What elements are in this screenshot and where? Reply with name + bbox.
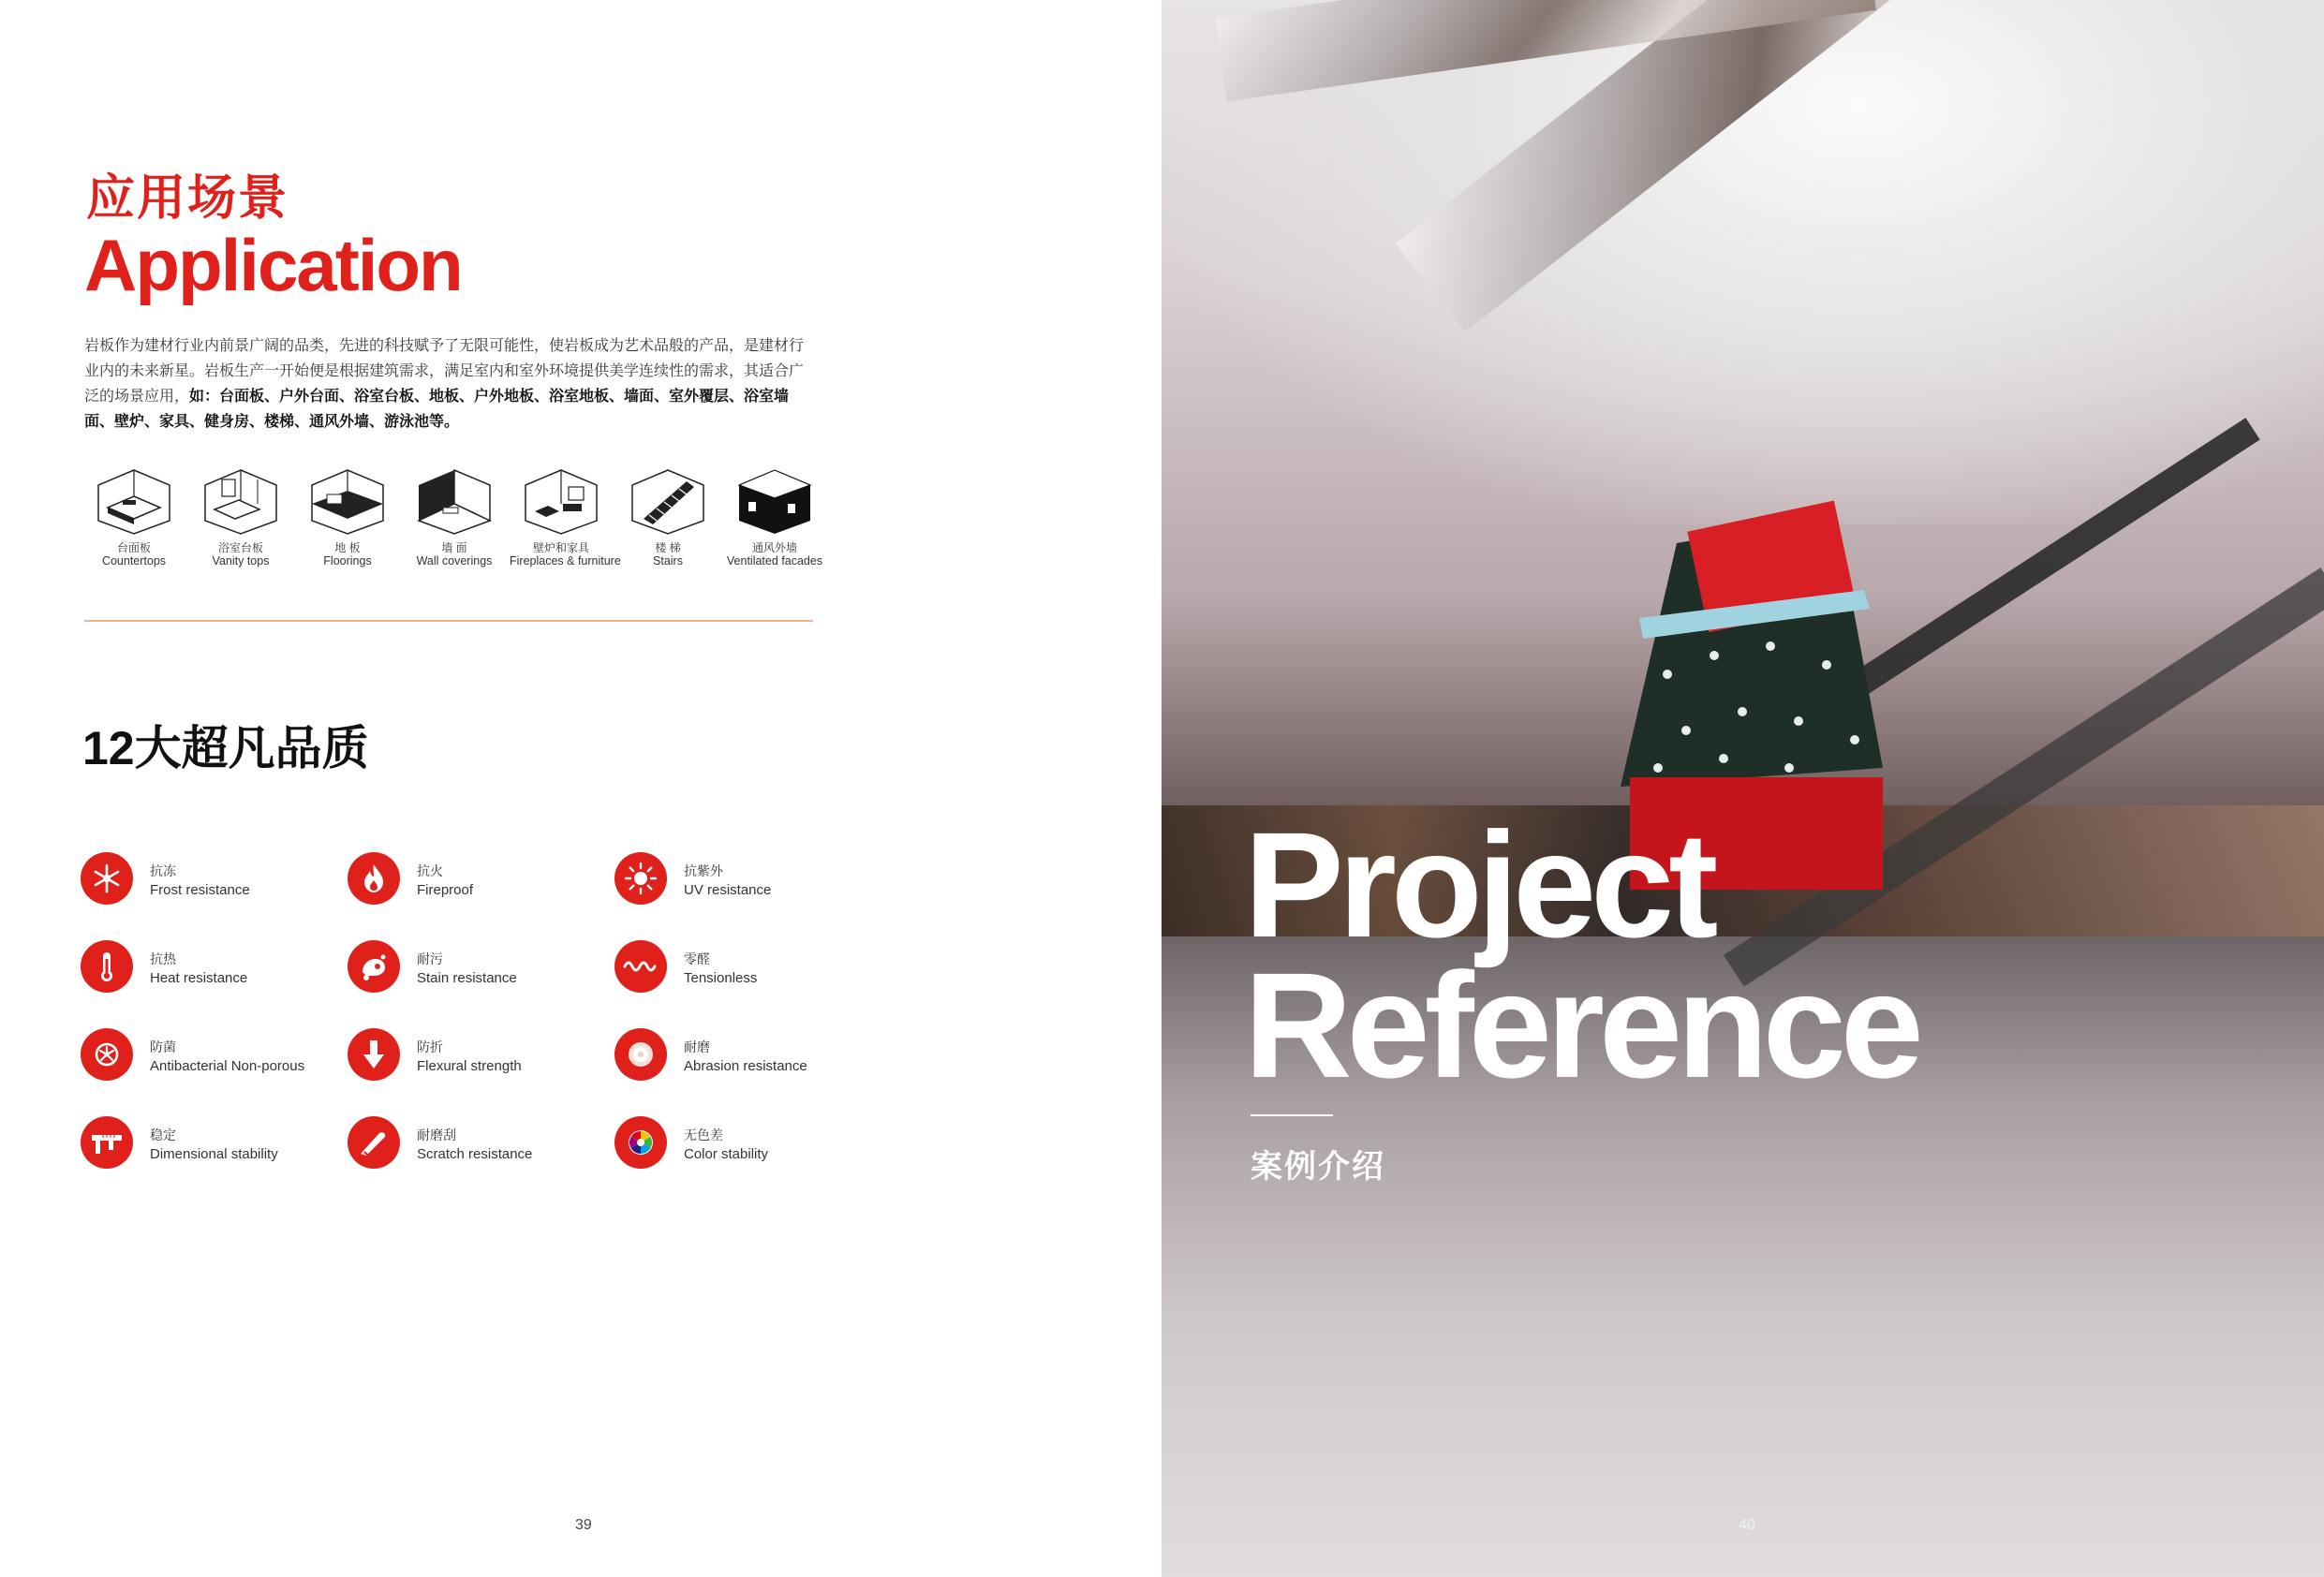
scene-floorings <box>296 466 399 568</box>
quality-features <box>81 850 877 1178</box>
scene-label-en: Countertops <box>101 554 167 567</box>
feature-label-cn: 耐磨 <box>684 1039 710 1054</box>
feature-label-cn: 防折 <box>417 1039 443 1054</box>
application-heading-cn: 应用场景 <box>86 171 289 226</box>
feature-uv-resistance <box>614 850 877 906</box>
facade-scene-icon <box>735 466 814 536</box>
feature-label-en: Tensionless <box>684 970 758 986</box>
thermometer-icon <box>81 940 133 993</box>
feature-label-en: Dimensional stability <box>150 1146 278 1162</box>
application-scenes <box>82 466 822 579</box>
feature-label-en: Scratch resistance <box>417 1146 533 1162</box>
title-underline <box>1251 1114 1333 1116</box>
project-reference-title <box>1244 801 1918 1109</box>
application-heading-en: Application <box>84 224 462 306</box>
wave-icon <box>614 940 667 993</box>
feature-heat-resistance <box>81 938 343 995</box>
page-number-right: 40 <box>1739 1517 1755 1533</box>
project-reference-photo <box>1162 0 2324 1577</box>
feature-label-en: Flexural strength <box>417 1058 522 1074</box>
feature-label-en: Abrasion resistance <box>684 1058 807 1074</box>
scene-ventilated-facades <box>723 466 826 568</box>
project-reference-subtitle-cn: 案例介绍 <box>1251 1149 1385 1185</box>
intro-bold-list: 如：台面板、户外台面、浴室台板、地板、户外地板、浴室地板、墙面、室外覆层、浴室墙面、壁炉、家具、健身房、楼梯、通风外墙、游泳池等。 <box>84 389 790 430</box>
feature-scratch-resistance <box>348 1114 610 1171</box>
snowflake-icon <box>81 852 133 905</box>
caliper-icon <box>81 1116 133 1169</box>
feature-label-en: UV resistance <box>684 882 772 898</box>
flooring-scene-icon <box>308 466 387 536</box>
scene-label-en: Floorings <box>323 554 372 567</box>
title-line-project: Project <box>1244 801 1713 968</box>
scene-fireplaces-furniture <box>510 466 621 568</box>
intro-text: 岩板作为建材行业内前景广阔的品类，先进的科技赋予了无限可能性，使岩板成为艺术品般的产品，是建材行业内的未来新星。岩板生产一开始便是根据建筑需求，满足室内和室外环境提供美学连续性的需求，其适合广泛的场景应用， <box>84 338 805 405</box>
scene-label-cn: 通风外墙 <box>751 541 797 554</box>
countertop-scene-icon <box>95 466 173 536</box>
fireplace-scene-icon <box>522 466 600 536</box>
color-wheel-icon <box>614 1116 667 1169</box>
flame-icon <box>348 852 400 905</box>
feature-label-cn: 耐污 <box>417 951 443 966</box>
feature-label-en: Stain resistance <box>417 970 517 986</box>
scene-label-en: Stairs <box>653 554 683 567</box>
scene-label-en: Vanity tops <box>212 554 270 567</box>
stain-icon <box>348 940 400 993</box>
feature-label-en: Fireproof <box>417 882 474 898</box>
feature-label-cn: 防菌 <box>150 1039 176 1054</box>
scene-wall-coverings <box>403 466 506 568</box>
scene-label-cn: 地 板 <box>334 541 361 554</box>
bacteria-icon <box>81 1028 133 1081</box>
feature-fireproof <box>348 850 610 906</box>
scene-stairs <box>616 466 719 568</box>
abrasion-icon <box>614 1028 667 1081</box>
feature-label-cn: 抗热 <box>150 951 176 966</box>
feature-color-stability <box>614 1114 877 1171</box>
feature-label-en: Heat resistance <box>150 970 248 986</box>
vanity-scene-icon <box>201 466 280 536</box>
feature-antibacterial <box>81 1026 343 1083</box>
quality-title: 12大超凡品质 <box>82 722 369 774</box>
feature-tensionless <box>614 938 877 995</box>
scene-label-cn: 浴室台板 <box>217 541 263 554</box>
feature-label-cn: 抗紫外 <box>684 863 723 878</box>
feature-dimensional-stability <box>81 1114 343 1171</box>
wall-scene-icon <box>415 466 494 536</box>
scene-vanity-tops <box>189 466 292 568</box>
feature-label-en: Color stability <box>684 1146 769 1162</box>
scene-label-en: Fireplaces & furniture <box>510 554 621 567</box>
feature-stain-resistance <box>348 938 610 995</box>
feature-label-en: Frost resistance <box>150 882 250 898</box>
feature-label-cn: 零醛 <box>684 951 710 966</box>
title-line-reference: Reference <box>1244 941 1918 1109</box>
scene-label-en: Wall coverings <box>416 554 493 567</box>
scene-label-cn: 楼 梯 <box>655 541 681 554</box>
stairs-scene-icon <box>629 466 707 536</box>
feature-label-cn: 抗冻 <box>150 863 176 878</box>
application-intro <box>84 333 815 435</box>
scene-label-cn: 壁炉和家具 <box>532 541 589 554</box>
scene-label-cn: 墙 面 <box>441 541 467 554</box>
feature-label-cn: 稳定 <box>150 1127 176 1142</box>
section-divider <box>84 620 813 622</box>
feature-label-cn: 耐磨刮 <box>417 1127 456 1142</box>
arrow-down-icon <box>348 1028 400 1081</box>
feature-frost-resistance <box>81 850 343 906</box>
page-number-left: 39 <box>575 1517 592 1533</box>
feature-abrasion-resistance <box>614 1026 877 1083</box>
feature-label-en: Antibacterial Non-porous <box>150 1058 305 1074</box>
feature-label-cn: 抗火 <box>417 863 443 878</box>
knife-icon <box>348 1116 400 1169</box>
feature-label-cn: 无色差 <box>684 1127 723 1142</box>
scene-label-en: Ventilated facades <box>726 554 823 567</box>
feature-flexural-strength <box>348 1026 610 1083</box>
scene-label-cn: 台面板 <box>116 541 151 554</box>
scene-countertops <box>82 466 185 568</box>
sun-icon <box>614 852 667 905</box>
